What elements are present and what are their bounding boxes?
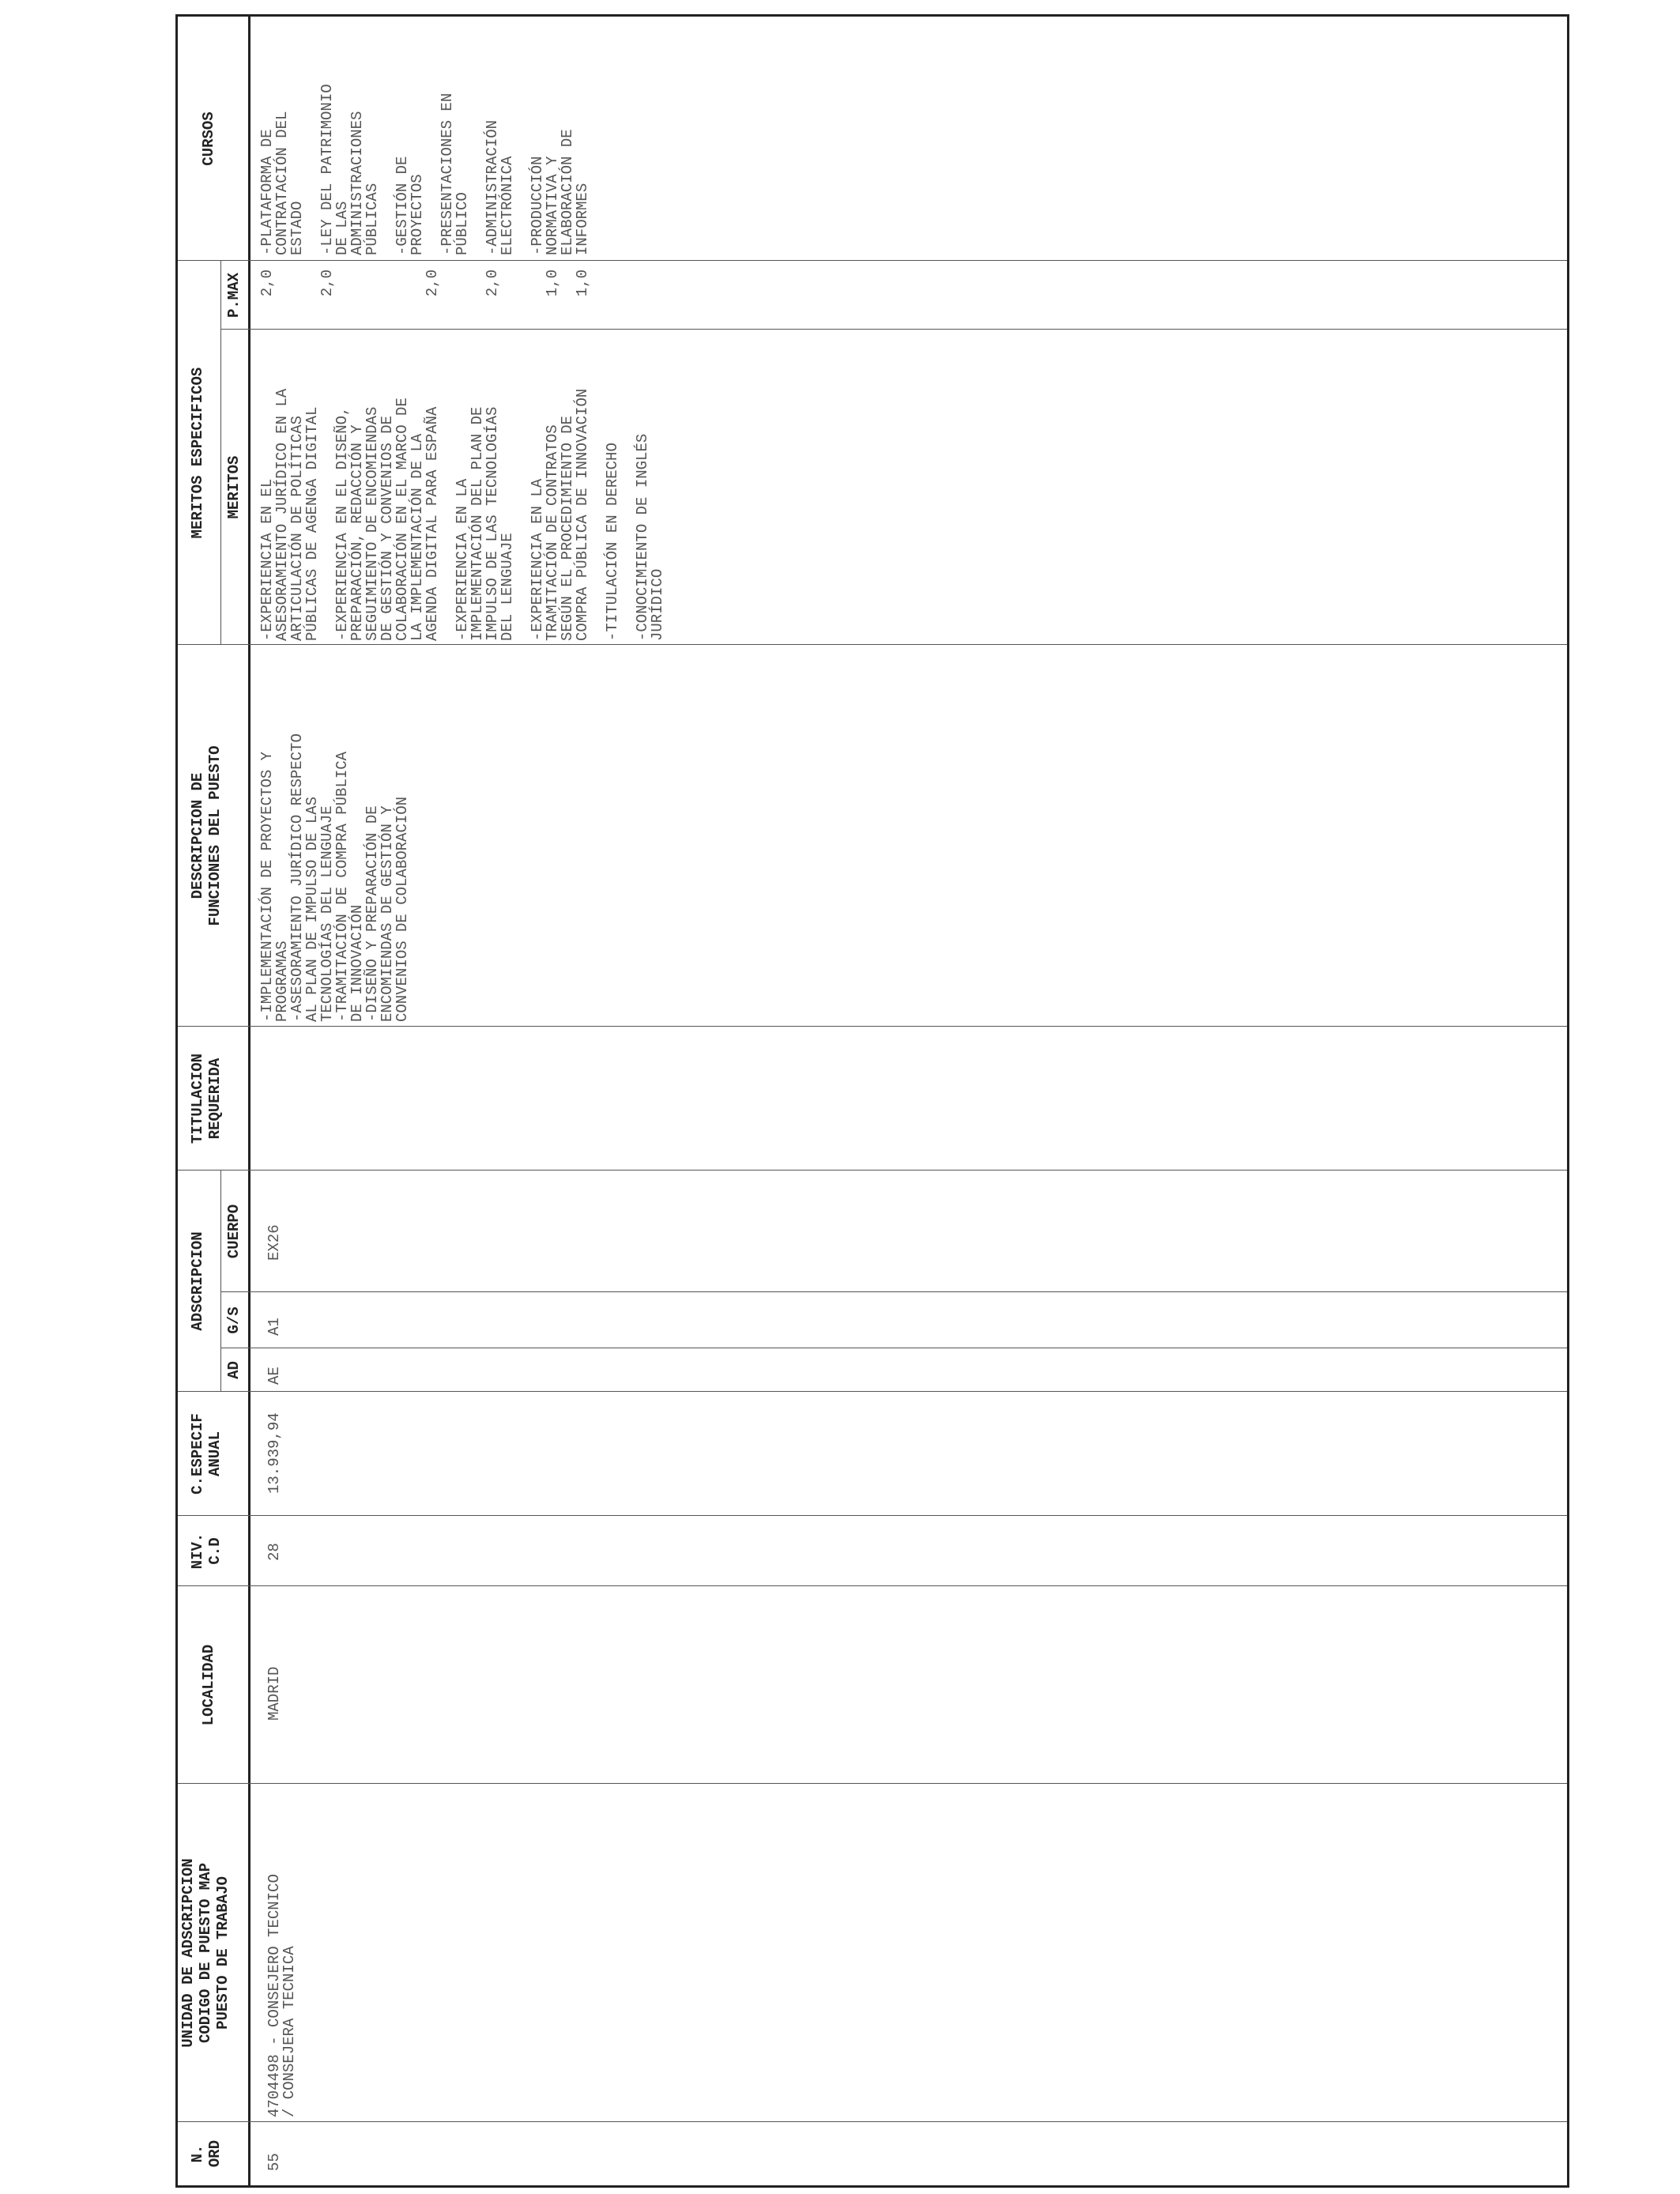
header-titulacion: TITULACION REQUERIDA (189, 1053, 224, 1144)
header-cuerpo: CUERPO (225, 1204, 243, 1259)
row-gs: A1 (266, 1318, 283, 1336)
pmax-value: 2,0 (424, 270, 441, 297)
row-cuerpo: EX26 (266, 1224, 283, 1261)
merito-item: -EXPERIENCIA EN EL DISEÑO, PREPARACIÓN, REDACCIÓN Y SEGUIMIENTO DE ENCOMIENDAS DE GESTIÓN Y CONVENIOS DE COLABORACIÓN EN EL MARCO DE LA IMPLEMENTACIÓN DE LA AGENDA DIGITAL PARA ESPAÑA (333, 398, 441, 641)
merito-item: -EXPERIENCIA EN LA TRAMITACIÓN DE CONTRATOS SEGÚN EL PROCEDIMIENTO DE COMPRA PÚBLICA DE INNOVACIÓN (529, 388, 591, 641)
header-niv: NIV. C.D (189, 1532, 224, 1570)
col-rule-1 (178, 2121, 1567, 2122)
col-rule-10 (178, 644, 1567, 645)
header-n-ord: N. ORD (189, 2139, 224, 2168)
row-n-ord: 55 (266, 2153, 283, 2171)
pmax-value: 2,0 (258, 270, 276, 297)
header-descripcion: DESCRIPCION DE FUNCIONES DEL PUESTO (189, 745, 224, 926)
merito-item: -TITULACIÓN EN DERECHO (604, 443, 621, 641)
col-rule-5 (178, 1391, 1567, 1392)
col-rule-12 (178, 260, 1567, 261)
row-ad: AE (266, 1367, 283, 1385)
header-meritos: MERITOS (225, 455, 243, 519)
header-ad: AD (225, 1361, 243, 1379)
col-rule-8 (178, 1170, 1567, 1171)
row-descripcion: -IMPLEMENTACIÓN DE PROYECTOS Y PROGRAMAS -ASESORAMIENTO JURÍDICO RESPECTO AL PLAN DE IMPULSO DE LAS TECNOLOGÍAS DEL LENGUAJE -TRAMITACIÓN DE COMPRA PÚBLICA DE INNOVACIÓN -DISEÑO Y PREPARACIÓN DE ENCOMIENDAS DE GESTIÓN Y CONVENIOS DE COLABORACIÓN (258, 733, 411, 1022)
header-localidad: LOCALIDAD (200, 1644, 217, 1726)
col-rule-3 (178, 1585, 1567, 1586)
header-gs: G/S (225, 1306, 243, 1334)
header-bottom-rule (248, 17, 250, 2185)
curso-item: -PLATAFORMA DE CONTRATACIÓN DEL ESTADO (258, 111, 306, 255)
merito-item: -EXPERIENCIA EN LA IMPLEMENTACIÓN DEL PLAN DE IMPULSO DE LAS TECNOLOGÍAS DEL LENGUAJE (454, 406, 516, 641)
header-meritos-especificos: MERITOS ESPECIFICOS (189, 367, 206, 539)
row-niv: 28 (266, 1543, 283, 1561)
pmax-value: 1,0 (544, 270, 561, 297)
meritos-list (260, 333, 680, 641)
header-c-especif: C.ESPECIF ANUAL (189, 1413, 224, 1495)
merito-item: -EXPERIENCIA EN EL ASESORAMIENTO JURÍDICO EN LA ARTICULACIÓN DE POLÍTICAS PÚBLICAS DE AGENGA DIGITAL (258, 388, 321, 641)
pmax-list (260, 270, 605, 326)
row-c-especif: 13.939,94 (266, 1412, 283, 1494)
curso-item: -LEY DEL PATRIMONIO DE LAS ADMINISTRACIONES PÚBLICAS (318, 84, 381, 255)
col-rule-2 (178, 1783, 1567, 1784)
curso-item: -PRODUCCIÓN NORMATIVA Y ELABORACIÓN DE INFORMES (529, 129, 591, 255)
pmax-value: 2,0 (318, 270, 336, 297)
col-rule-7 (220, 1291, 1567, 1292)
col-rule-4 (178, 1515, 1567, 1516)
curso-item: -PRESENTACIONES EN PÚBLICO (439, 92, 471, 255)
header-adscripcion: ADSCRIPCION (189, 1231, 206, 1331)
merito-item: -CONOCIMIENTO DE INGLÉS JURÍDICO (634, 433, 666, 641)
header-unidad: UNIDAD DE ADSCRIPCION CODIGO DE PUESTO MAP PUESTO DE TRABAJO (179, 1858, 232, 2048)
curso-item: -GESTIÓN DE PROYECTOS (394, 156, 426, 255)
header-p-max: P.MAX (225, 273, 243, 319)
meritos-subheader-rule (220, 261, 221, 645)
curso-item: -ADMINISTRACIÓN ELECTRÓNICA (484, 119, 516, 255)
row-unidad: 4704498 - CONSEJERO TECNICO / CONSEJERA TECNICA (266, 1874, 298, 2117)
row-localidad: MADRID (266, 1666, 283, 1721)
table-frame (175, 14, 1569, 2188)
col-rule-9 (178, 1026, 1567, 1027)
pmax-value: 1,0 (574, 270, 591, 297)
adscripcion-subheader-rule (220, 1171, 221, 1392)
pmax-value: 2,0 (484, 270, 501, 297)
cursos-list (260, 18, 605, 255)
header-cursos: CURSOS (200, 111, 217, 166)
col-rule-11 (220, 329, 1567, 330)
